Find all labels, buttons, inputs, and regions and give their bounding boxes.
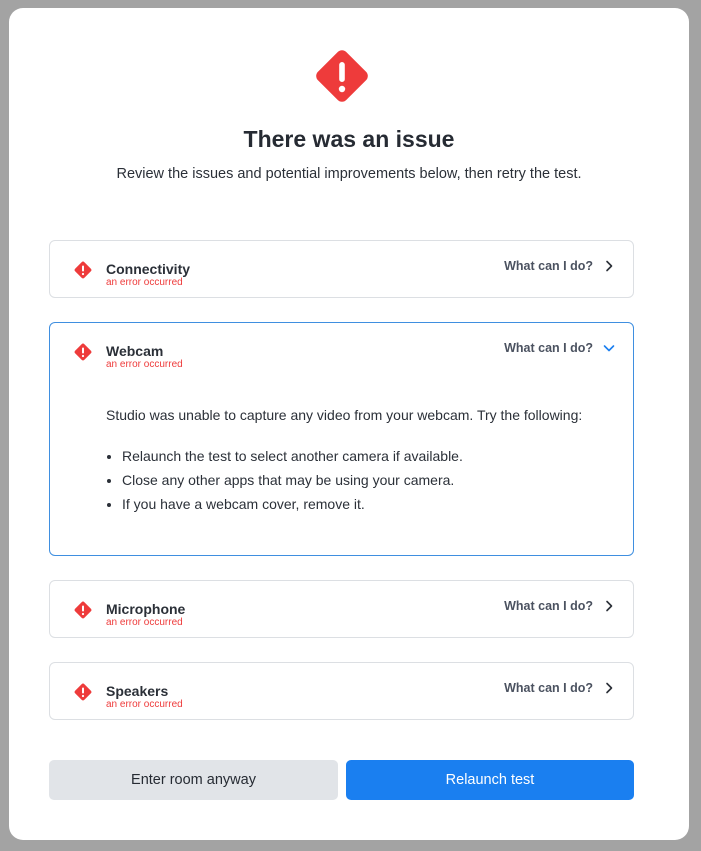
device-check-dialog	[9, 8, 689, 840]
check-status: an error occurred	[106, 359, 183, 370]
error-icon	[74, 343, 92, 361]
chevron-right-icon	[603, 682, 615, 694]
check-card-microphone[interactable]	[49, 580, 634, 638]
help-tip: • Close any other apps that may be using your camera.	[122, 471, 613, 489]
help-intro: Studio was unable to capture any video from your webcam. Try the following:	[106, 407, 583, 423]
chevron-right-icon	[603, 260, 615, 272]
help-label: What can I do?	[504, 259, 593, 273]
relaunch-test-button[interactable]: Relaunch test	[346, 760, 634, 800]
check-name: Speakers	[106, 683, 169, 699]
check-name: Webcam	[106, 343, 164, 359]
dialog-subtitle: Review the issues and potential improvements below, then retry the test.	[116, 166, 582, 182]
dialog-title: There was an issue	[243, 126, 455, 152]
help-label: What can I do?	[504, 681, 593, 695]
error-icon	[74, 601, 92, 619]
check-name: Microphone	[106, 601, 186, 617]
help-tips-list	[106, 447, 613, 513]
help-tip: • If you have a webcam cover, remove it.	[122, 495, 613, 513]
help-tip: • Relaunch the test to select another camera if available.	[122, 447, 613, 465]
error-icon	[74, 261, 92, 279]
check-card-webcam[interactable]	[49, 322, 634, 556]
error-icon	[74, 683, 92, 701]
check-card-speakers[interactable]	[49, 662, 634, 720]
help-label: What can I do?	[504, 341, 593, 355]
check-name: Connectivity	[106, 261, 191, 277]
chevron-right-icon	[603, 600, 615, 612]
help-label: What can I do?	[504, 599, 593, 613]
check-card-connectivity[interactable]	[49, 240, 634, 298]
what-can-i-do-toggle[interactable]	[504, 681, 615, 695]
what-can-i-do-toggle[interactable]	[504, 599, 615, 613]
what-can-i-do-toggle[interactable]	[504, 341, 615, 355]
warning-diamond-icon	[313, 47, 371, 105]
enter-room-anyway-button[interactable]: Enter room anyway	[49, 760, 338, 800]
what-can-i-do-toggle[interactable]	[504, 259, 615, 273]
chevron-down-icon	[603, 342, 615, 354]
check-status: an error occurred	[106, 699, 183, 710]
check-status: an error occurred	[106, 277, 183, 288]
check-status: an error occurred	[106, 617, 183, 628]
webcam-help-details	[106, 407, 613, 519]
